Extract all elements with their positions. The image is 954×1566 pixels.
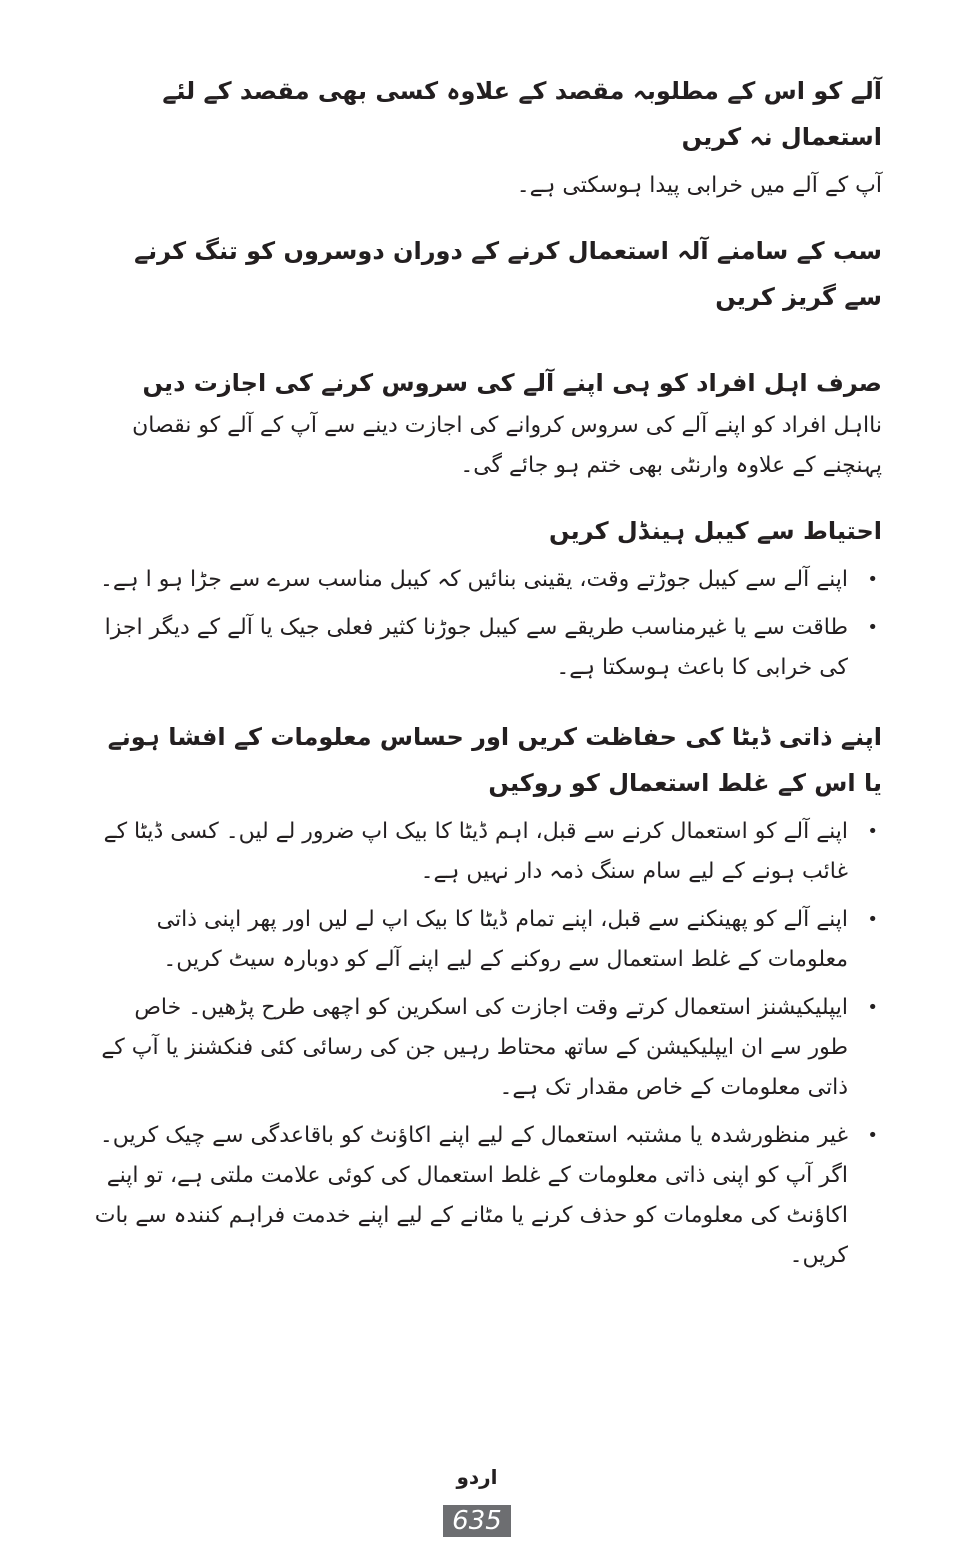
list-item-text: ایپلیکیشنز استعمال کرتے وقت اجازت کی اسکرین کو اچھی طرح پڑھیں۔ خاص طور سے ان ایپلیکیشن کے ساتھ محتاط رہیں جن کی رسائی کئی فنکشنز یا آپ کے ذاتی معلومات کے خاص مقدار تک ہے۔ xyxy=(101,995,848,1100)
list-item xyxy=(92,608,882,688)
footer-language-label: اردو xyxy=(456,1465,498,1489)
section-heading-3: صرف اہل افراد کو ہی اپنے آلے کی سروس کرنے کی اجازت دیں xyxy=(142,369,882,397)
section-heading-1: آلے کو اس کے مطلوبہ مقصد کے علاوہ کسی بھی مقصد کے لئے استعمال نہ کریں xyxy=(162,77,882,151)
list-item-text: اپنے آلے کو استعمال کرنے سے قبل، اہم ڈیٹا کا بیک اپ ضرور لے لیں۔ کسی ڈیٹا کے غائب ہونے کے لیے سام سنگ ذمہ دار نہیں ہے۔ xyxy=(103,819,848,884)
list-item xyxy=(92,560,882,600)
bullet-marker: • xyxy=(867,909,878,930)
list-item xyxy=(92,1116,882,1276)
list-item-text: اپنے آلے سے کیبل جوڑتے وقت، یقینی بنائیں کہ کیبل مناسب سرے سے جڑا ہو ا ہے۔ xyxy=(100,567,848,592)
list-item xyxy=(92,812,882,892)
page-content xyxy=(92,68,882,1284)
bullet-marker: • xyxy=(867,569,878,590)
section-paragraph-1: آپ کے آلے میں خرابی پیدا ہوسکتی ہے۔ xyxy=(516,173,882,198)
section-heading-2: سب کے سامنے آلہ استعمال کرنے کے دوران دوسروں کو تنگ کرنے سے گریز کریں xyxy=(134,237,882,311)
list-item-text: اپنے آلے کو پھینکنے سے قبل، اپنے تمام ڈیٹا کا بیک اپ لے لیں اور پھر اپنی ذاتی معلومات کے غلط استعمال سے روکنے کے لیے اپنے آلے کو دوبارہ سیٹ کریں۔ xyxy=(156,907,848,972)
bullet-marker: • xyxy=(867,1125,878,1146)
page-number-badge: 635 xyxy=(443,1505,511,1537)
list-item xyxy=(92,988,882,1108)
bullet-list-privacy xyxy=(92,812,882,1276)
bullet-marker: • xyxy=(867,997,878,1018)
section-heading-5: اپنے ذاتی ڈیٹا کی حفاظت کریں اور حساس معلومات کے افشا ہونے یا اس کے غلط استعمال کو روکیں xyxy=(107,723,882,797)
section-heading-4: احتیاط سے کیبل ہینڈل کریں xyxy=(549,517,882,545)
list-item xyxy=(92,900,882,980)
section-paragraph-3: نااہل افراد کو اپنے آلے کی سروس کروانے کی اجازت دینے سے آپ کے آلے کو نقصان پہنچنے کے علاوہ وارنٹی بھی ختم ہو جائے گی۔ xyxy=(132,413,882,478)
bullet-marker: • xyxy=(867,617,878,638)
bullet-marker: • xyxy=(867,821,878,842)
bullet-list-cables xyxy=(92,560,882,688)
list-item-text: طاقت سے یا غیرمناسب طریقے سے کیبل جوڑنا کثیر فعلی جیک یا آلے کے دیگر اجزا کی خرابی کا باعث ہوسکتا ہے۔ xyxy=(104,615,848,680)
list-item-text: غیر منظورشدہ یا مشتبہ استعمال کے لیے اپنے اکاؤنٹ کو باقاعدگی سے چیک کریں۔ اگر آپ کو اپنی ذاتی معلومات کے غلط استعمال کی کوئی علامت ملتی ہے، تو اپنے اکاؤنٹ کی معلومات کو حذف کرنے یا مٹانے کے لیے اپنے خدمت فراہم کنندہ سے بات کریں۔ xyxy=(94,1123,848,1268)
